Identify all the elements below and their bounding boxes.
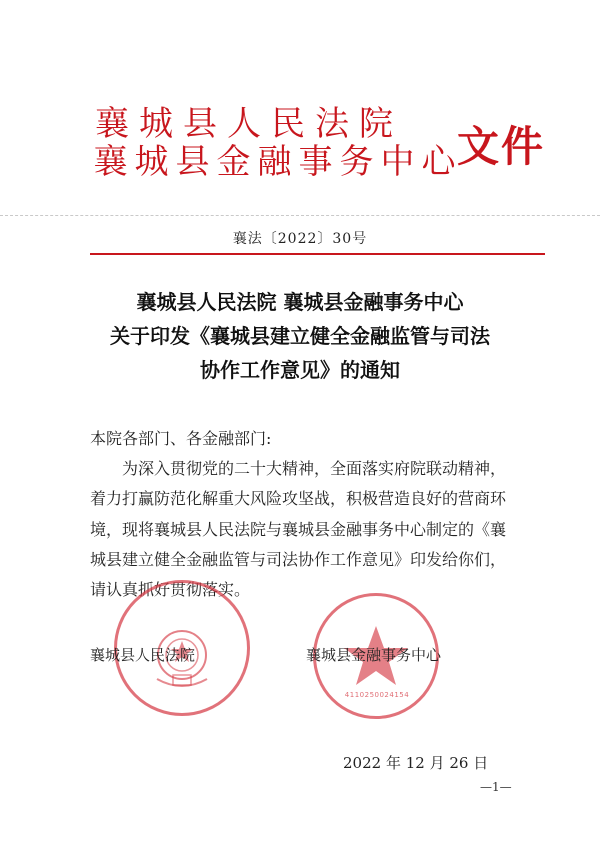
title-line-2: 关于印发《襄城县建立健全金融监管与司法 — [110, 324, 490, 348]
body-line-2: 着力打赢防范化解重大风险攻坚战，积极营造良好的营商环 — [90, 489, 507, 508]
issuer-line-finance: 襄 城 县 金 融 事 务 中 心 — [93, 142, 456, 182]
title-line-1: 襄城县人民法院 襄城县金融事务中心 — [136, 290, 464, 314]
body-line-1: 为深入贯彻党的二十大精神，全面落实府院联动精神， — [122, 459, 507, 478]
header-divider — [0, 215, 600, 216]
body-line-3: 境，现将襄城县人民法院与襄城县金融事务中心制定的《襄 — [90, 520, 507, 539]
document-type-label: 文件 — [457, 122, 546, 171]
body-line-4: 城县建立健全金融监管与司法协作工作意见》印发给你们， — [90, 550, 507, 569]
page-number: —1— — [480, 780, 512, 794]
issuer-line-court: 襄 城 县 人 民 法 院 — [95, 104, 393, 144]
red-separator-line — [90, 253, 545, 255]
body-line-5: 请认真抓好贯彻落实。 — [90, 580, 251, 599]
signature-finance: 襄城县金融事务中心 — [306, 646, 442, 664]
finance-seal-code: 4110250024154 — [344, 691, 410, 699]
signature-court: 襄城县人民法院 — [90, 646, 196, 664]
salutation: 本院各部门、各金融部门: — [90, 429, 272, 448]
title-line-3: 协作工作意见》的通知 — [200, 358, 400, 382]
document-number: 襄法〔2022〕30号 — [232, 231, 368, 247]
issue-date: 2022 年 12 月 26 日 — [343, 754, 489, 772]
